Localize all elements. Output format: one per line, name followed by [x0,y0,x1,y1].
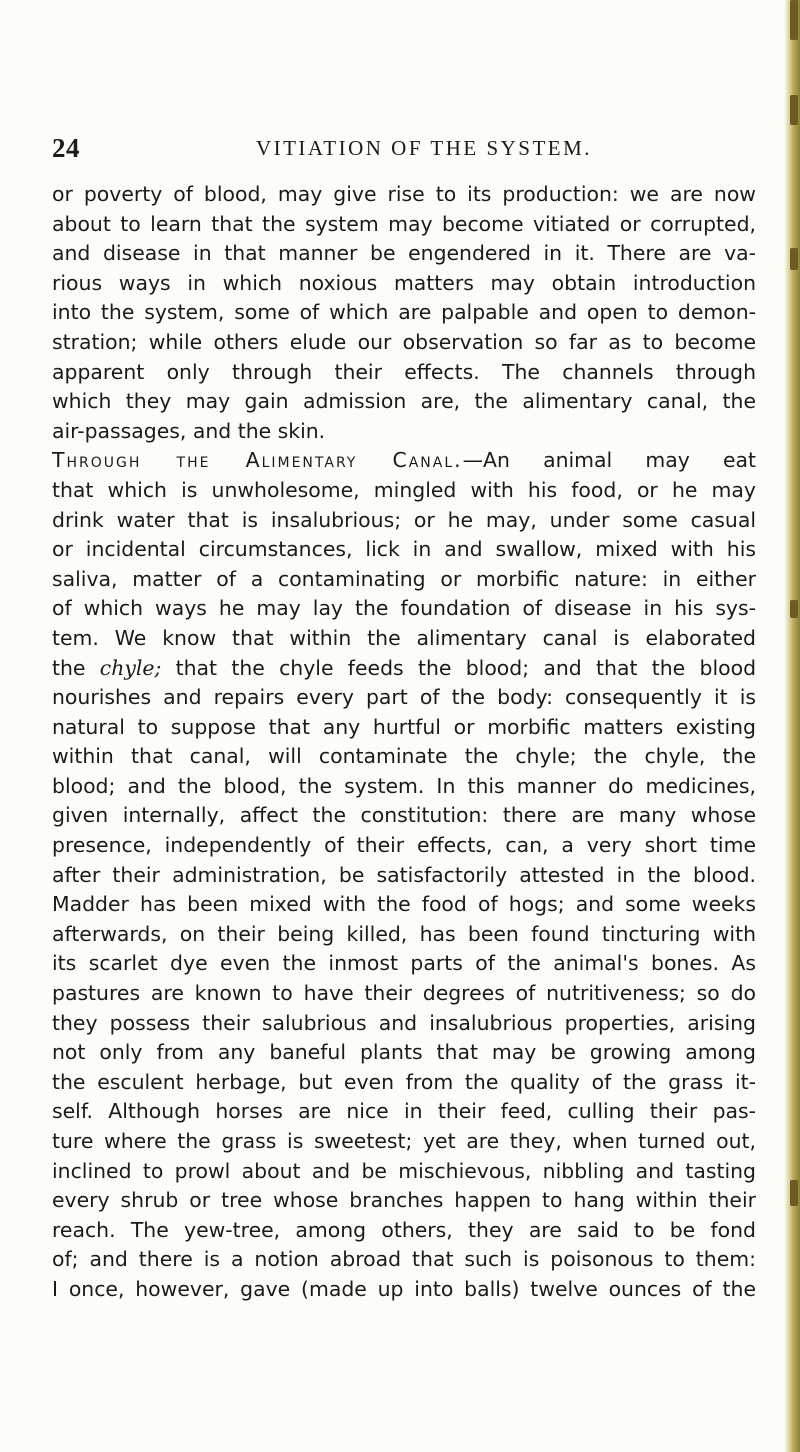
text-line: or incidental circumstances, lick in and swallow, mixed with his [52,537,756,562]
text-line: of which ways he may lay the foundation of disease in his sys- [52,596,756,621]
text-line: presence, independently of their effects, can, a very short time [52,833,756,858]
page-number: 24 [52,133,80,163]
text-line: every shrub or tree whose branches happen to hang within their [52,1188,756,1213]
page-edge-mark [790,0,798,40]
text-line: and disease in that manner be engendered in it. There are va- [52,241,756,266]
page-edge-mark [790,600,798,618]
text-line: saliva, matter of a contaminating or morbific nature: in either [52,566,756,591]
text-line: pastures are known to have their degrees of nutritiveness; so do [52,981,756,1006]
text-line: inclined to prowl about and be mischievous, nibbling and tasting [52,1158,756,1183]
text-line: reach. The yew-tree, among others, they are said to be fond [52,1217,756,1242]
page-edge-mark [790,95,798,125]
text-line: which they may gain admission are, the alimentary canal, the [52,389,756,414]
text-line: not only from any baneful plants that may be growing among [52,1040,756,1065]
text-line: about to learn that the system may become vitiated or corrupted, [52,211,756,236]
text-line: drink water that is insalubrious; or he may, under some casual [52,507,756,532]
text-line: that which is unwholesome, mingled with his food, or he may [52,477,756,502]
text-line: within that canal, will contaminate the chyle; the chyle, the [52,744,756,769]
text-line: air-passages, and the skin. [52,418,326,443]
text-line: the esculent herbage, but even from the quality of the grass it- [52,1069,756,1094]
text-line: stration; while others elude our observation so far as to become [52,329,756,354]
text-line: natural to suppose that any hurtful or morbific matters existing [52,714,756,739]
text-line: tem. We know that within the alimentary canal is elaborated [52,625,756,650]
text-line: Madder has been mixed with the food of hogs; and some weeks [52,892,756,917]
text-line: I once, however, gave (made up into balls) twelve ounces of the [52,1276,756,1301]
chyle-line [52,654,756,684]
chyle-line-end: that the chyle feeds the blood; and that the blood [175,655,756,680]
page-edge-mark [790,1180,798,1206]
text-line: ture where the grass is sweetest; yet are they, when turned out, [52,1129,756,1153]
page-edge-mark [790,248,798,270]
text-line: after their administration, be satisfactorily attested in the blood. [52,862,756,887]
text-line: into the system, some of which are palpable and open to demon- [52,300,756,325]
text-line: its scarlet dye even the inmost parts of the animal's bones. As [52,951,756,976]
page-header [52,133,752,163]
text-line: or poverty of blood, may give rise to its production: we are now [52,182,756,206]
text-line: self. Although horses are nice in their feed, culling their pas- [52,1099,756,1124]
text-line: afterwards, on their being killed, has been found tincturing with [52,921,756,946]
text-line: blood; and the blood, the system. In this manner do medicines, [52,773,756,798]
page-edge [784,0,800,1452]
body-text [52,180,756,1305]
text-line: they possess their salubrious and insalubrious properties, arising [52,1010,756,1035]
text-line: of; and there is a notion abroad that such is poisonous to them: [52,1247,756,1272]
section-heading-line [52,446,756,476]
section-heading: Through the Alimentary Canal. [52,448,463,473]
section-heading-continuation: —An animal may eat [462,448,756,473]
text-line: apparent only through their effects. The channels through [52,359,756,384]
running-title: VITIATION OF THE SYSTEM. [255,136,593,160]
chyle-italic: chyle; [99,655,162,680]
text-line: rious ways in which noxious matters may obtain introduction [52,270,756,295]
text-line: nourishes and repairs every part of the body: consequently it is [52,685,756,710]
chyle-line-start: the [52,655,86,680]
text-line: given internally, affect the constitution: there are many whose [52,803,756,828]
